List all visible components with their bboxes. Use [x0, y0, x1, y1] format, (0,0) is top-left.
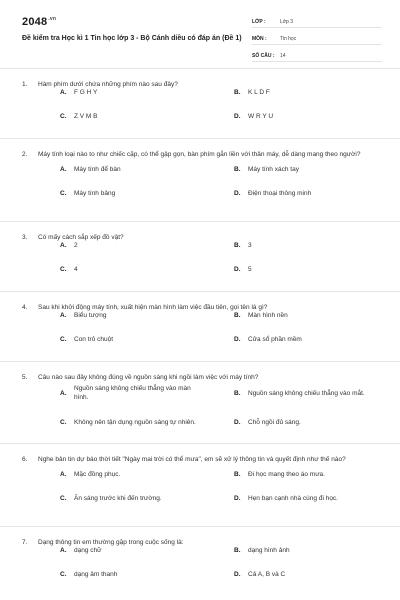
option-letter: A.	[60, 89, 67, 96]
question-text	[22, 444, 378, 465]
option-b[interactable]	[234, 241, 252, 250]
option-letter: B.	[234, 242, 241, 249]
option-letter: D.	[234, 419, 241, 426]
question-4	[0, 292, 400, 362]
meta-row-count	[252, 50, 382, 62]
option-a[interactable]	[60, 546, 101, 555]
option-text: Màn hình nền	[248, 312, 288, 319]
question-body: Sau khi khởi động máy tính, xuất hiện màn hình làm việc đầu tiên, gọi tên là gì?	[38, 304, 268, 311]
option-letter: B.	[234, 471, 241, 478]
logo-suffix: .vn	[48, 16, 57, 23]
meta-value: Lớp 3	[280, 18, 294, 25]
question-3	[0, 222, 400, 292]
option-a[interactable]	[60, 88, 97, 97]
option-letter: B.	[234, 89, 241, 96]
option-text: Máy tính bảng	[74, 190, 116, 197]
option-text: Nguồn sáng không chiếu thẳng vào mắt.	[248, 390, 365, 397]
option-text: Cửa sổ phần mềm	[248, 336, 302, 343]
question-body: Có mấy cách sắp xếp đồ vật?	[38, 234, 124, 241]
option-letter: C.	[60, 336, 67, 343]
option-letter: D.	[234, 571, 241, 578]
option-letter: C.	[60, 266, 67, 273]
question-body: Hàm phím dưới chứa những phím nào sau đây?	[38, 81, 178, 88]
question-number: 5.	[22, 374, 28, 381]
option-b[interactable]	[234, 311, 288, 320]
meta-value: Tin học	[280, 35, 297, 42]
option-text: Mặc đồng phục.	[74, 471, 121, 478]
option-letter: B.	[234, 547, 241, 554]
question-body: Dạng thông tin em thường gặp trong cuộc sống là:	[38, 539, 184, 546]
option-b[interactable]	[234, 165, 299, 174]
option-c[interactable]	[60, 570, 117, 579]
option-b[interactable]	[234, 389, 365, 398]
option-text: Con trỏ chuột	[74, 336, 114, 343]
question-body: Nghe bản tin dự báo thời tiết "Ngày mai trời có thể mưa", em sẽ xử lý thông tin và quyết định như thế nào?	[38, 456, 346, 463]
option-letter: B.	[234, 312, 241, 319]
question-list	[0, 69, 400, 599]
option-text: Ăn sáng trước khi đến trường.	[74, 495, 162, 502]
option-d[interactable]	[234, 189, 311, 198]
option-c[interactable]	[60, 112, 97, 121]
option-b[interactable]	[234, 470, 325, 479]
option-text: 3	[248, 242, 252, 249]
option-letter: A.	[60, 166, 67, 173]
option-letter: A.	[60, 471, 67, 478]
option-letter: D.	[234, 190, 241, 197]
meta-row-subject	[252, 33, 382, 45]
option-a[interactable]	[60, 384, 220, 402]
question-number: 7.	[22, 539, 28, 546]
question-text	[22, 527, 378, 548]
option-a[interactable]	[60, 470, 120, 479]
option-b[interactable]	[234, 88, 270, 97]
option-text: dạng hình ảnh	[248, 547, 290, 554]
question-text	[22, 362, 378, 383]
option-text: 2	[74, 242, 78, 249]
question-number: 4.	[22, 304, 28, 311]
option-letter: A.	[60, 312, 67, 319]
page-title: Đề kiểm tra Học kì 1 Tin học lớp 3 - Bộ Cánh diều có đáp án (Đề 1)	[22, 35, 242, 42]
question-6	[0, 444, 400, 527]
option-text: Cả A, B và C	[248, 571, 286, 578]
option-d[interactable]	[234, 418, 301, 427]
question-number: 6.	[22, 456, 28, 463]
option-text: Không nên tận dụng nguồn sáng tự nhiên.	[74, 419, 196, 426]
option-letter: D.	[234, 266, 241, 273]
option-letter: A.	[60, 242, 67, 249]
option-d[interactable]	[234, 265, 252, 274]
option-d[interactable]	[234, 335, 302, 344]
logo-text: 2048	[22, 16, 48, 28]
option-c[interactable]	[60, 418, 196, 427]
option-letter: C.	[60, 419, 67, 426]
meta-label: LỚP :	[252, 18, 266, 25]
option-letter: D.	[234, 495, 241, 502]
meta-label: MÔN :	[252, 35, 267, 42]
option-c[interactable]	[60, 265, 78, 274]
option-letter: A.	[60, 390, 67, 397]
header	[22, 10, 382, 70]
question-text	[22, 69, 378, 90]
option-letter: C.	[60, 495, 67, 502]
question-number: 1.	[22, 81, 28, 88]
option-text: Z V M B	[74, 113, 98, 120]
option-text: Máy tính để bàn	[74, 166, 121, 173]
option-a[interactable]	[60, 241, 78, 250]
question-number: 2.	[22, 151, 28, 158]
option-c[interactable]	[60, 189, 115, 198]
question-number: 3.	[22, 234, 28, 241]
option-text: 4	[74, 266, 78, 273]
option-letter: B.	[234, 166, 241, 173]
question-text	[22, 139, 378, 160]
option-letter: A.	[60, 547, 67, 554]
meta-label: SỐ CÂU :	[252, 52, 275, 59]
option-c[interactable]	[60, 494, 162, 503]
option-text: W R Y U	[248, 113, 274, 120]
question-text	[22, 222, 378, 243]
option-text: 5	[248, 266, 252, 273]
option-text: Biểu tượng	[74, 312, 107, 319]
option-text: Đi học mang theo áo mưa.	[248, 471, 325, 478]
option-text: dạng chữ	[74, 547, 102, 554]
option-text: Nguồn sáng không chiếu thẳng vào màn hình.	[74, 385, 191, 401]
option-text: dạng âm thanh	[74, 571, 118, 578]
option-text: F G H Y	[74, 89, 98, 96]
option-letter: B.	[234, 390, 241, 397]
option-d[interactable]	[234, 494, 338, 503]
question-2	[0, 139, 400, 222]
option-text: Máy tính xách tay	[248, 166, 299, 173]
option-letter: C.	[60, 571, 67, 578]
question-body: Máy tính loại nào to như chiếc cặp, có thể gập gọn, bàn phím gắn liền với thân máy, dễ dàng mang theo người?	[38, 151, 361, 158]
question-5	[0, 362, 400, 444]
meta-row-class	[252, 16, 382, 28]
option-letter: C.	[60, 190, 67, 197]
option-letter: D.	[234, 113, 241, 120]
question-7	[0, 527, 400, 599]
site-logo[interactable]	[22, 16, 56, 28]
option-text: K L D F	[248, 89, 270, 96]
question-1	[0, 69, 400, 139]
question-text	[22, 292, 378, 313]
option-d[interactable]	[234, 112, 273, 121]
option-text: Chỗ ngồi đủ sáng.	[248, 419, 301, 426]
option-letter: C.	[60, 113, 67, 120]
option-d[interactable]	[234, 570, 285, 579]
option-text: Điện thoại thông minh	[248, 190, 312, 197]
option-text: Hẹn bạn cạnh nhà cùng đi học.	[248, 495, 338, 502]
option-b[interactable]	[234, 546, 290, 555]
option-a[interactable]	[60, 165, 121, 174]
option-letter: D.	[234, 336, 241, 343]
meta-info	[252, 16, 382, 67]
option-c[interactable]	[60, 335, 113, 344]
question-body: Câu nào sau đây không đúng về nguồn sáng khi ngồi làm việc với máy tính?	[38, 374, 259, 381]
meta-value: 14	[280, 52, 286, 59]
option-a[interactable]	[60, 311, 106, 320]
